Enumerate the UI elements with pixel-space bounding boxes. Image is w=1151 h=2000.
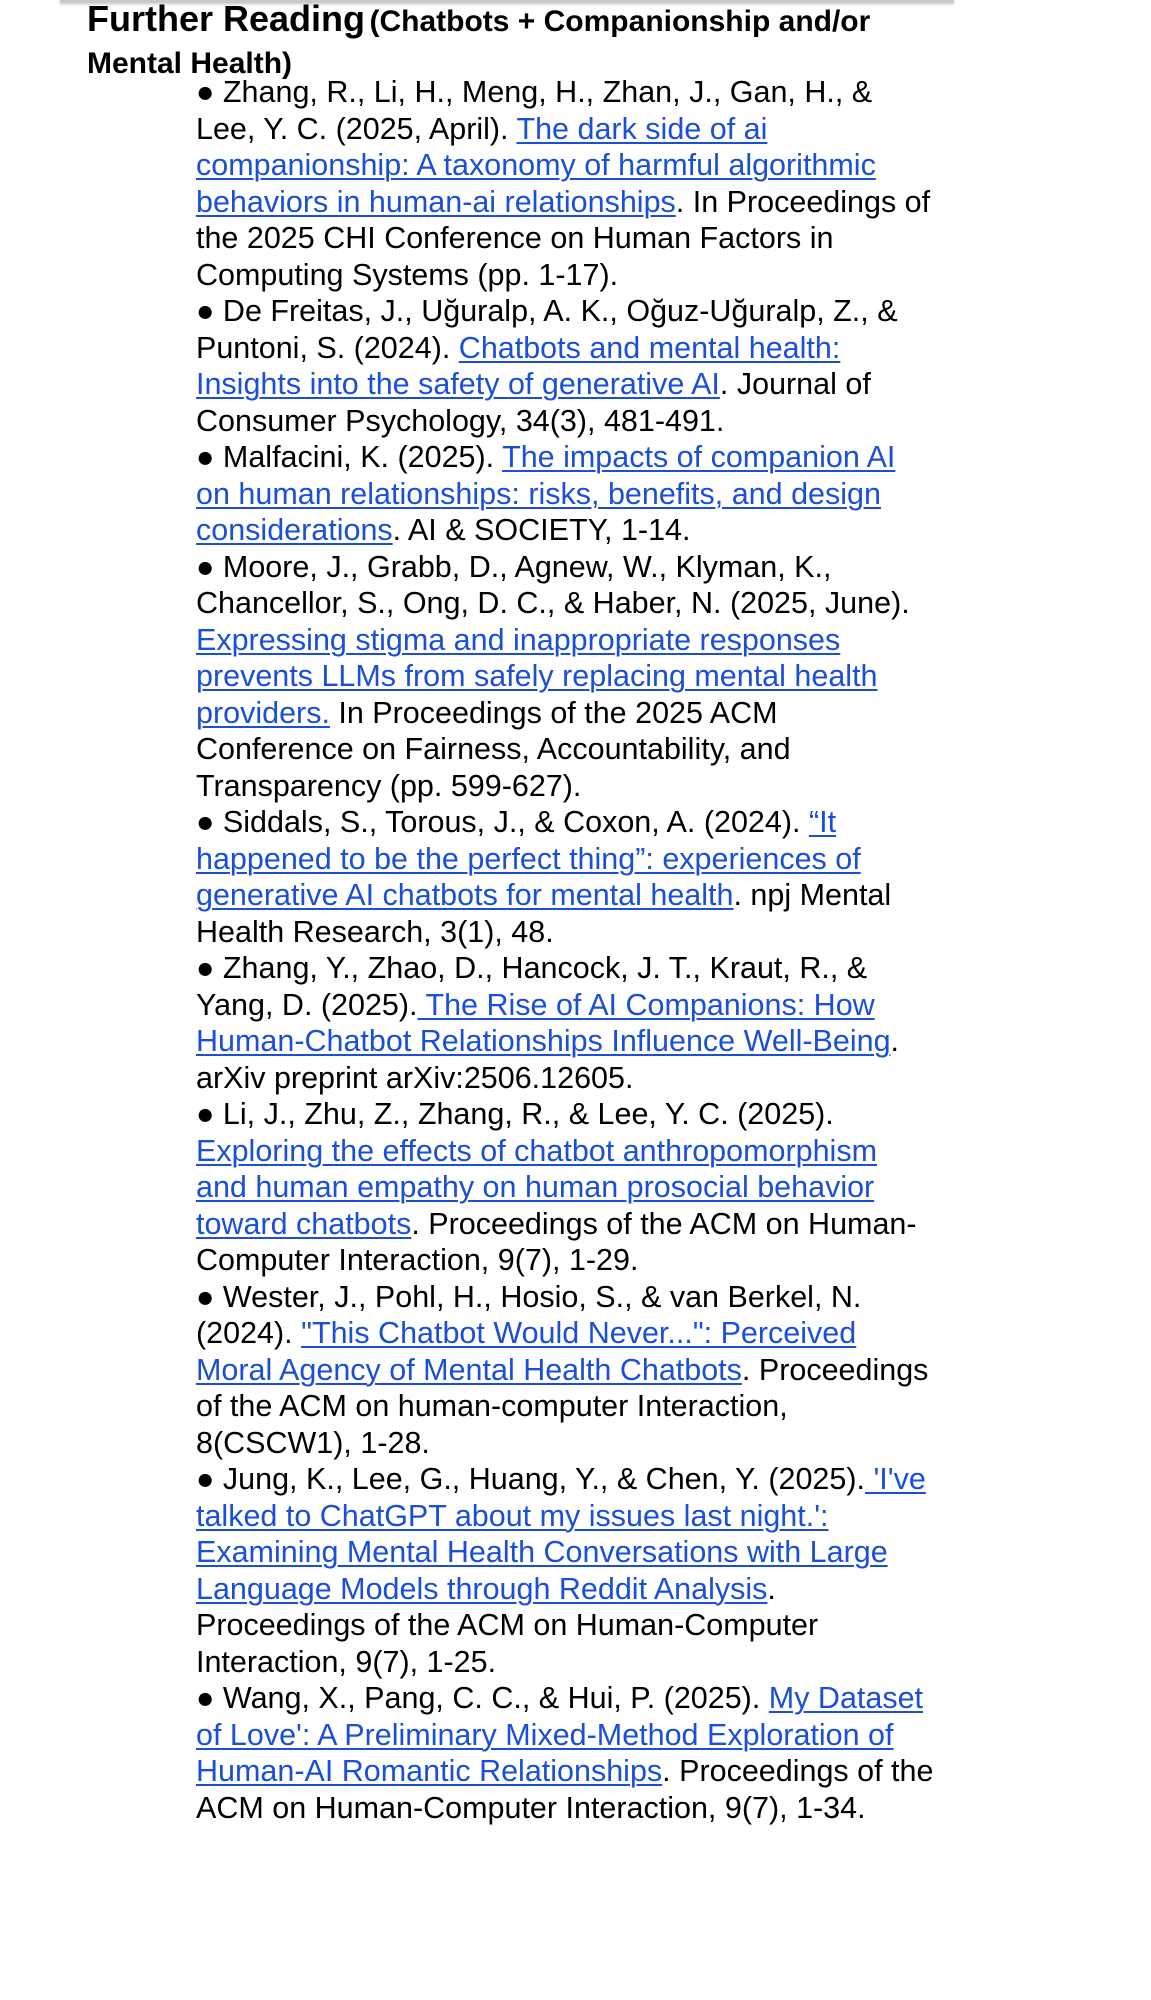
- reference-title-link[interactable]: The Rise of AI Companions: How Human-Chatbot Relationships Influence Well-Being: [196, 987, 891, 1058]
- reference-title-link[interactable]: Exploring the effects of chatbot anthropomorphism and human empathy on human prosocial behavior toward chatbots: [196, 1133, 877, 1241]
- reference-source: . npj Mental Health Research, 3(1), 48.: [196, 878, 892, 949]
- reference-item: [196, 1461, 936, 1680]
- bullet-icon: ●: [196, 805, 215, 839]
- reference-source: . Journal of Consumer Psychology, 34(3), 481-491.: [196, 367, 871, 438]
- reference-item: [196, 804, 936, 950]
- reference-item: [196, 74, 936, 293]
- bullet-icon: ●: [196, 75, 215, 109]
- reference-item: [196, 1096, 936, 1279]
- reference-title-link[interactable]: Expressing stigma and inappropriate responses prevents LLMs from safely replacing mental health providers.: [196, 622, 878, 730]
- reference-title-link[interactable]: "This Chatbot Would Never...": Perceived Moral Agency of Mental Health Chatbots: [196, 1316, 857, 1387]
- bullet-icon: ●: [196, 1681, 215, 1715]
- reference-authors: Wang, X., Pang, C. C., & Hui, P. (2025).: [222, 1681, 769, 1715]
- reference-title-link[interactable]: The dark side of ai companionship: A taxonomy of harmful algorithmic behaviors in human-ai relationships: [196, 111, 876, 219]
- reference-source: . Proceedings of the ACM on Human-Computer Interaction, 9(7), 1-34.: [196, 1754, 934, 1825]
- reference-source: . In Proceedings of the 2025 CHI Conference on Human Factors in Computing Systems (pp. 1-17).: [196, 184, 931, 292]
- reference-authors: De Freitas, J., Uğuralp, A. K., Oğuz‐Uğuralp, Z., & Puntoni, S. (2024).: [196, 294, 898, 365]
- reference-authors: Zhang, Y., Zhao, D., Hancock, J. T., Kraut, R., & Yang, D. (2025).: [196, 951, 868, 1022]
- bullet-icon: ●: [196, 1279, 215, 1314]
- reference-source: . arXiv preprint arXiv:2506.12605.: [196, 1024, 900, 1095]
- reference-item: [196, 549, 936, 805]
- reference-title-link[interactable]: My Dataset of Love': A Preliminary Mixed-Method Exploration of Human-AI Romantic Relationships: [196, 1681, 924, 1788]
- reference-authors: Zhang, R., Li, H., Meng, H., Zhan, J., Gan, H., & Lee, Y. C. (2025, April).: [196, 75, 873, 146]
- reference-authors: Malfacini, K. (2025).: [222, 440, 503, 474]
- bullet-icon: ●: [196, 1462, 215, 1496]
- heading-title: Further Reading: [87, 0, 366, 39]
- reference-title-link[interactable]: 'I've talked to ChatGPT about my issues last night.': Examining Mental Health Conversations with Large Language Models through Reddit Analysis: [196, 1462, 926, 1606]
- reference-title-link[interactable]: “It happened to be the perfect thing”: experiences of generative AI chatbots for mental health: [196, 805, 861, 912]
- reference-title-link[interactable]: The impacts of companion AI on human relationships: risks, benefits, and design considerations: [196, 440, 896, 547]
- reference-item: [196, 439, 936, 549]
- bullet-icon: ●: [196, 440, 215, 474]
- reference-item: [196, 950, 936, 1096]
- reference-authors: Jung, K., Lee, G., Huang, Y., & Chen, Y. (2025).: [222, 1462, 865, 1496]
- reference-source: . Proceedings of the ACM on Human-Computer Interaction, 9(7), 1-29.: [196, 1206, 917, 1277]
- reference-authors: Li, J., Zhu, Z., Zhang, R., & Lee, Y. C. (2025).: [222, 1097, 834, 1131]
- reference-list: [196, 74, 936, 1826]
- heading-subtitle: (Chatbots + Companionship and/or Mental Health): [87, 5, 871, 80]
- reference-item: [196, 1279, 936, 1462]
- reference-source: . AI & SOCIETY, 1-14.: [392, 513, 691, 547]
- bullet-icon: ●: [196, 1097, 215, 1131]
- bullet-icon: ●: [196, 549, 215, 584]
- reference-source: In Proceedings of the 2025 ACM Conference on Fairness, Accountability, and Transparency (pp. 599-627).: [196, 695, 791, 803]
- reference-authors: Siddals, S., Torous, J., & Coxon, A. (2024).: [222, 805, 809, 839]
- reference-authors: Wester, J., Pohl, H., Hosio, S., & van Berkel, N. (2024).: [196, 1279, 862, 1350]
- reference-item: [196, 1680, 936, 1826]
- reference-authors: Moore, J., Grabb, D., Agnew, W., Klyman, K., Chancellor, S., Ong, D. C., & Haber, N. (2025, June).: [196, 549, 910, 620]
- reference-item: [196, 293, 936, 439]
- bullet-icon: ●: [196, 294, 215, 328]
- bullet-icon: ●: [196, 951, 215, 985]
- reference-title-link[interactable]: Chatbots and mental health: Insights into the safety of generative AI: [196, 330, 841, 401]
- reference-source: . Proceedings of the ACM on human-computer Interaction, 8(CSCW1), 1-28.: [196, 1352, 929, 1460]
- reference-source: . Proceedings of the ACM on Human-Computer Interaction, 9(7), 1-25.: [196, 1571, 819, 1679]
